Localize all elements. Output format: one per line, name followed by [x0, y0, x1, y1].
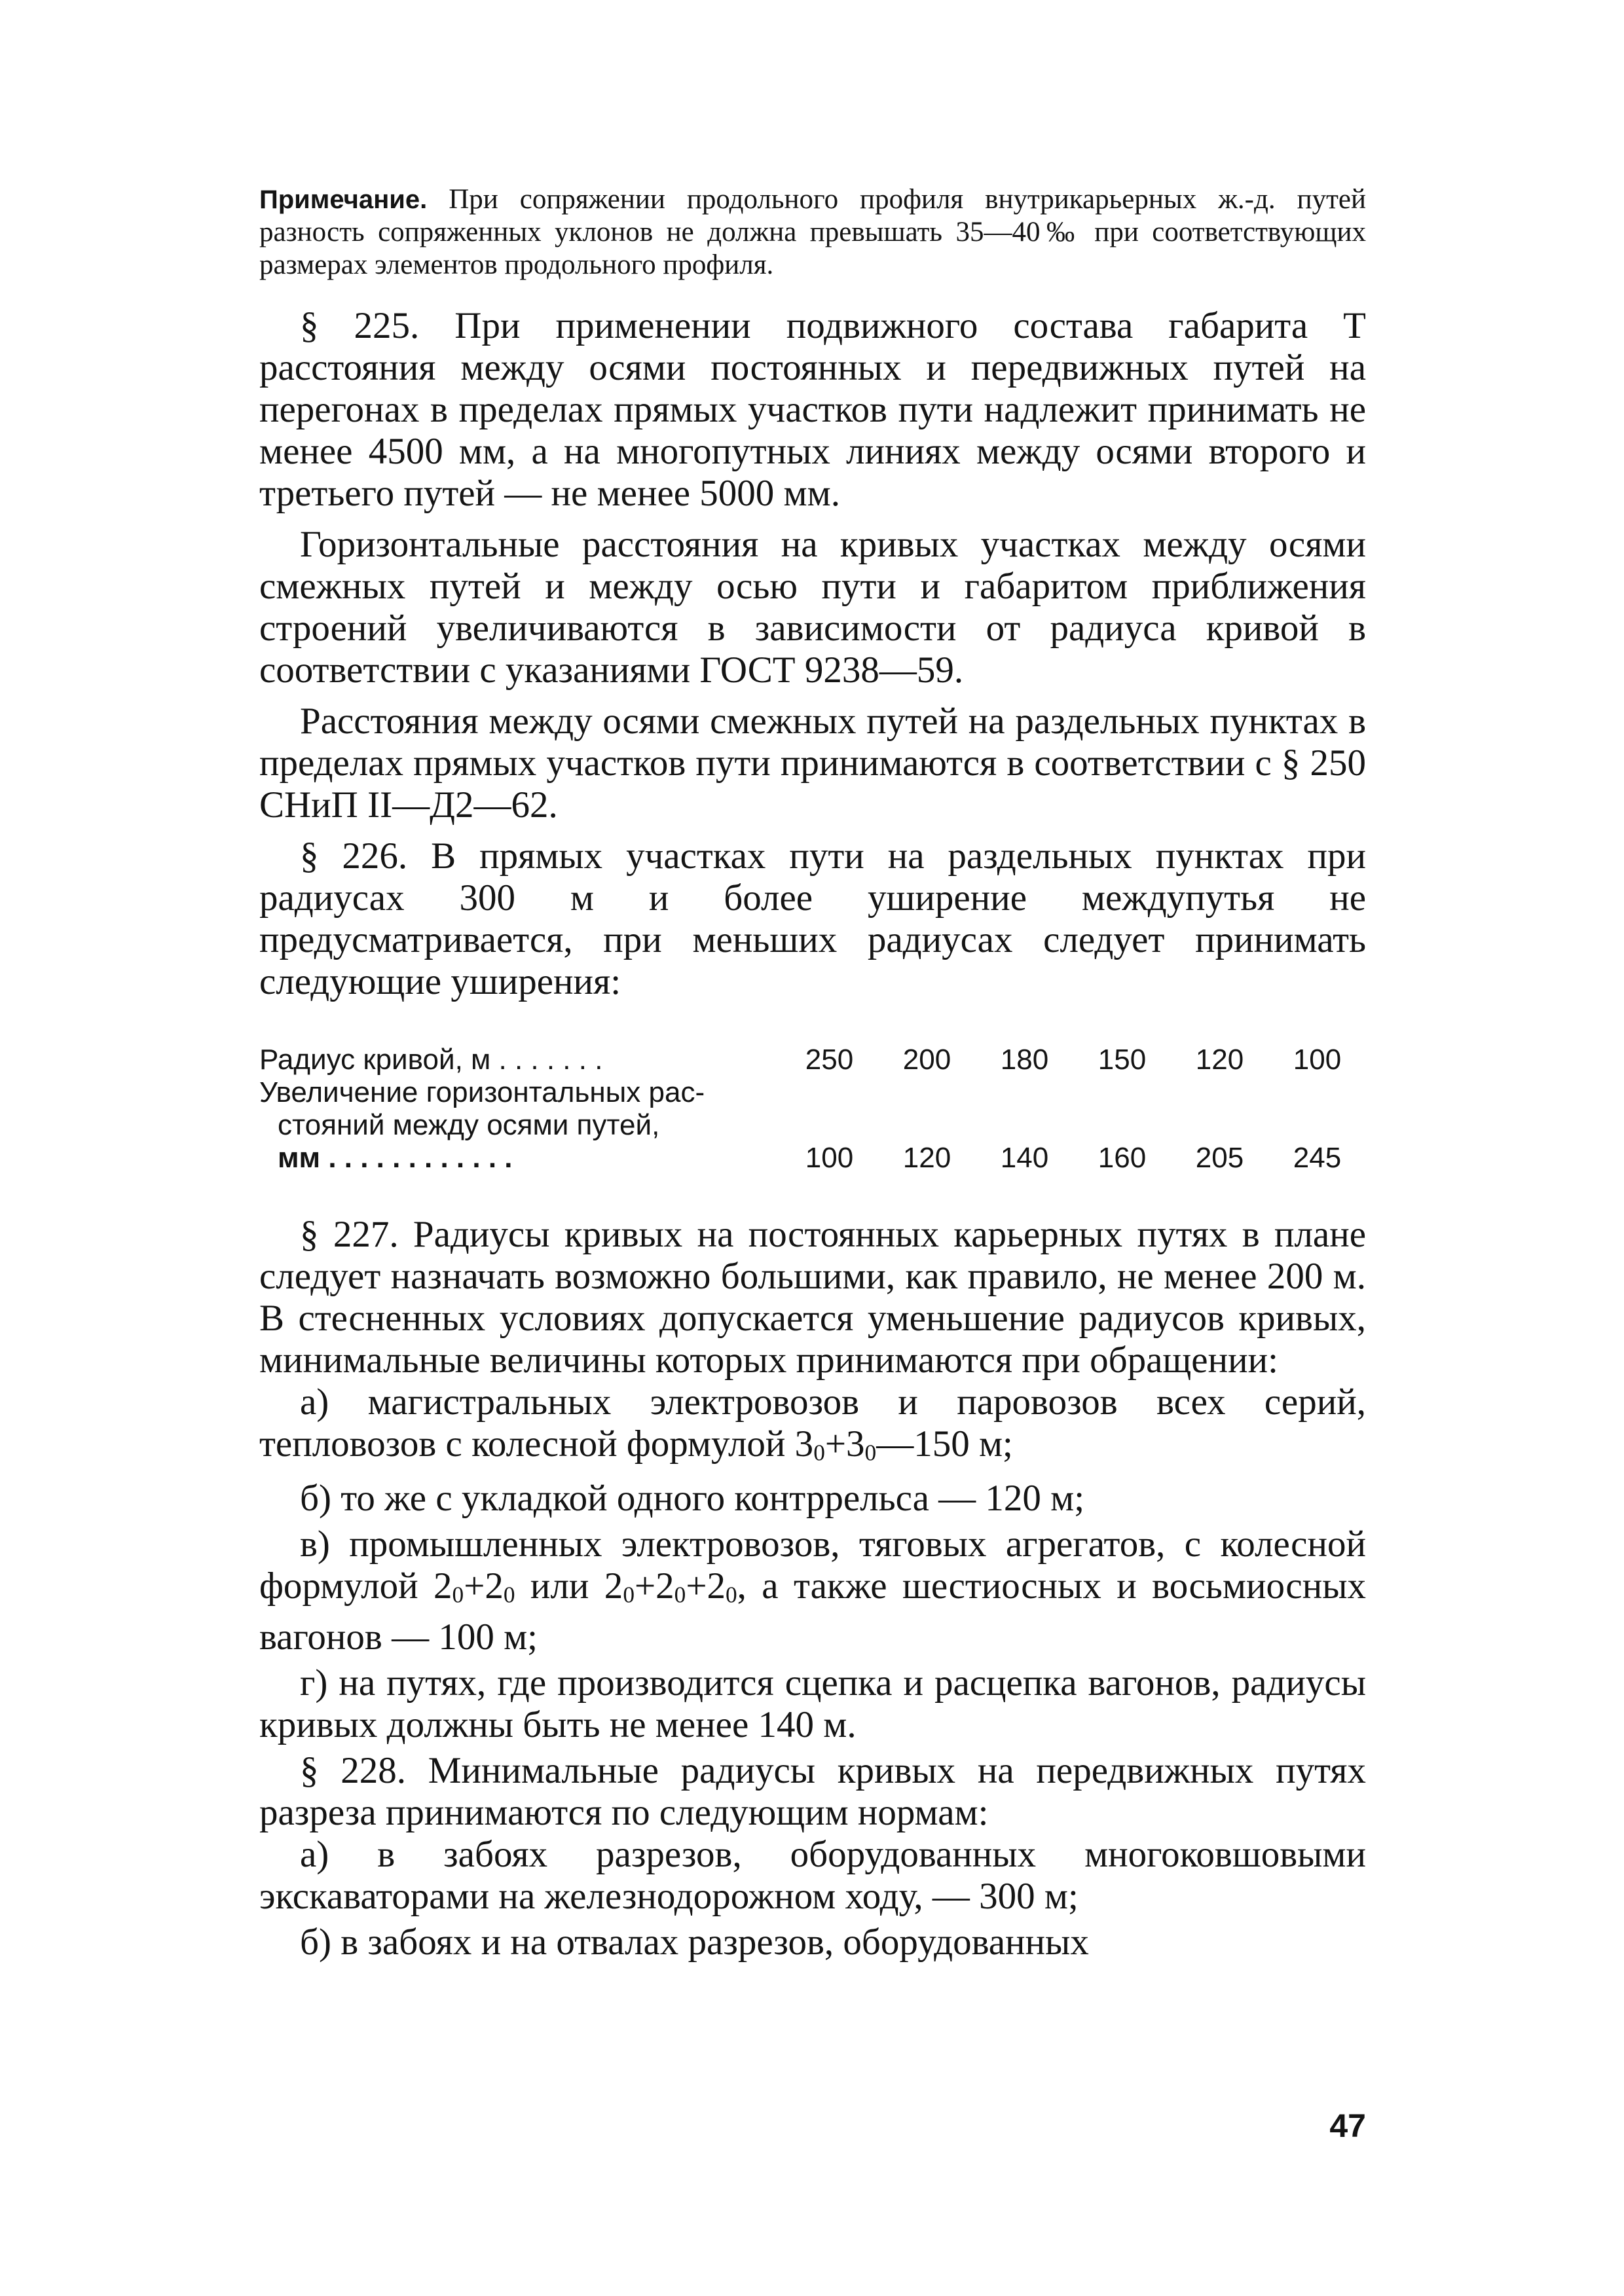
text-run: в) промышленных электровозов, тяговых агрегатов, с колесной формулой 2	[259, 1523, 1366, 1607]
table-cell: 200	[902, 1044, 951, 1076]
text-run: +2	[686, 1565, 726, 1607]
list-item-228-b: б) в забоях и на отвалах разрезов, оборудованных	[300, 1921, 1089, 1963]
table-cell: 140	[1000, 1142, 1049, 1174]
table-row-label: мм . . . . . . . . . . . .	[278, 1142, 513, 1174]
subscript: 0	[674, 1582, 686, 1608]
text-run: а) магистральных электровозов и паровозов всех серий, тепловозов с колесной формулой 3	[259, 1381, 1366, 1465]
table-row-label-line	[259, 1109, 1366, 1142]
table-cell: 150	[1098, 1044, 1147, 1076]
table-cell: 205	[1195, 1142, 1244, 1174]
text-run: , а также шестиосных и восьмиосных вагонов — 100 м;	[259, 1565, 1366, 1658]
note-label: Примечание.	[259, 185, 428, 214]
paragraph-226: § 226. В прямых участках пути на раздельных пунктах при радиусах 300 м и более уширение междупутья не предусматривается, при меньших радиусах следует принимать следующие уширения:	[259, 835, 1366, 1002]
subscript: 0	[813, 1440, 825, 1466]
table-row-radius	[259, 1044, 1366, 1076]
paragraph-225: § 225. При применении подвижного состава габарита Т расстояния между осями постоянных и передвижных путей на перегонах в пределах прямых участков пути надлежит принимать не менее 4500 мм, а на многопутных линиях между осями второго и третьего путей — не менее 5000 мм.	[259, 305, 1366, 514]
paragraph-225-separation-points: Расстояния между осями смежных путей на раздельных пунктах в пределах прямых участков пути принимаются в соответствии с § 250 СНиП II—Д2—62.	[259, 701, 1366, 826]
subscript: 0	[864, 1440, 877, 1466]
text-run: или 2	[515, 1565, 623, 1607]
table-cell: 160	[1098, 1142, 1147, 1174]
table-row-increase	[259, 1142, 1366, 1175]
text-run: +2	[464, 1565, 504, 1607]
table-cell: 250	[805, 1044, 854, 1076]
table-cell: 100	[1293, 1044, 1342, 1076]
list-item-227-a	[259, 1381, 1366, 1474]
subscript: 0	[503, 1582, 515, 1608]
table-row-label: Радиус кривой, м . . . . . . .	[259, 1044, 603, 1076]
widening-table	[259, 1044, 1366, 1175]
table-row-label: стояний между осями путей,	[278, 1109, 660, 1141]
paragraph-228: § 228. Минимальные радиусы кривых на передвижных путях разреза принимаются по следующим нормам:	[259, 1749, 1366, 1833]
table-cell: 180	[1000, 1044, 1049, 1076]
table-row-label: Увеличение горизонтальных рас-	[259, 1076, 705, 1108]
text-run: +2	[634, 1565, 674, 1607]
table-cell: 120	[902, 1142, 951, 1174]
table-cell: 100	[805, 1142, 854, 1174]
subscript: 0	[452, 1582, 464, 1608]
paragraph-227: § 227. Радиусы кривых на постоянных карьерных путях в плане следует назначать возможно большими, как правило, не менее 200 м. В стесненных условиях допускается уменьшение радиусов кривых, минимальные величины которых принимаются при обращении:	[259, 1214, 1366, 1381]
table-cell: 245	[1293, 1142, 1342, 1174]
text-run: —150 м;	[876, 1423, 1013, 1465]
page-number: 47	[1329, 2107, 1366, 2144]
note	[259, 183, 1366, 282]
list-item-227-c	[259, 1523, 1366, 1658]
page-body	[259, 183, 1366, 1967]
subscript: 0	[725, 1582, 737, 1608]
list-item-227-b: б) то же с укладкой одного контррельса — 120 м;	[300, 1478, 1085, 1520]
list-item-228-a: а) в забоях разрезов, оборудованных многоковшовыми экскаваторами на железнодорожном ходу, — 300 м;	[259, 1833, 1366, 1917]
paragraph-225-curves: Горизонтальные расстояния на кривых участках между осями смежных путей и между осью пути и габаритом приближения строений увеличиваются в зависимости от радиуса кривой в соответствии с указаниями ГОСТ 9238—59.	[259, 524, 1366, 691]
list-item-227-d: г) на путях, где производится сцепка и расцепка вагонов, радиусы кривых должны быть не менее 140 м.	[259, 1662, 1366, 1745]
note-text: При сопряжении продольного профиля внутрикарьерных ж.-д. путей разность сопряженных уклонов не должна превышать 35—40‰ при соответствующих размерах элементов продольного профиля.	[259, 184, 1366, 280]
text-run: +3	[824, 1423, 865, 1465]
table-row-label-line	[259, 1076, 1366, 1109]
table-cell: 120	[1195, 1044, 1244, 1076]
subscript: 0	[623, 1582, 635, 1608]
